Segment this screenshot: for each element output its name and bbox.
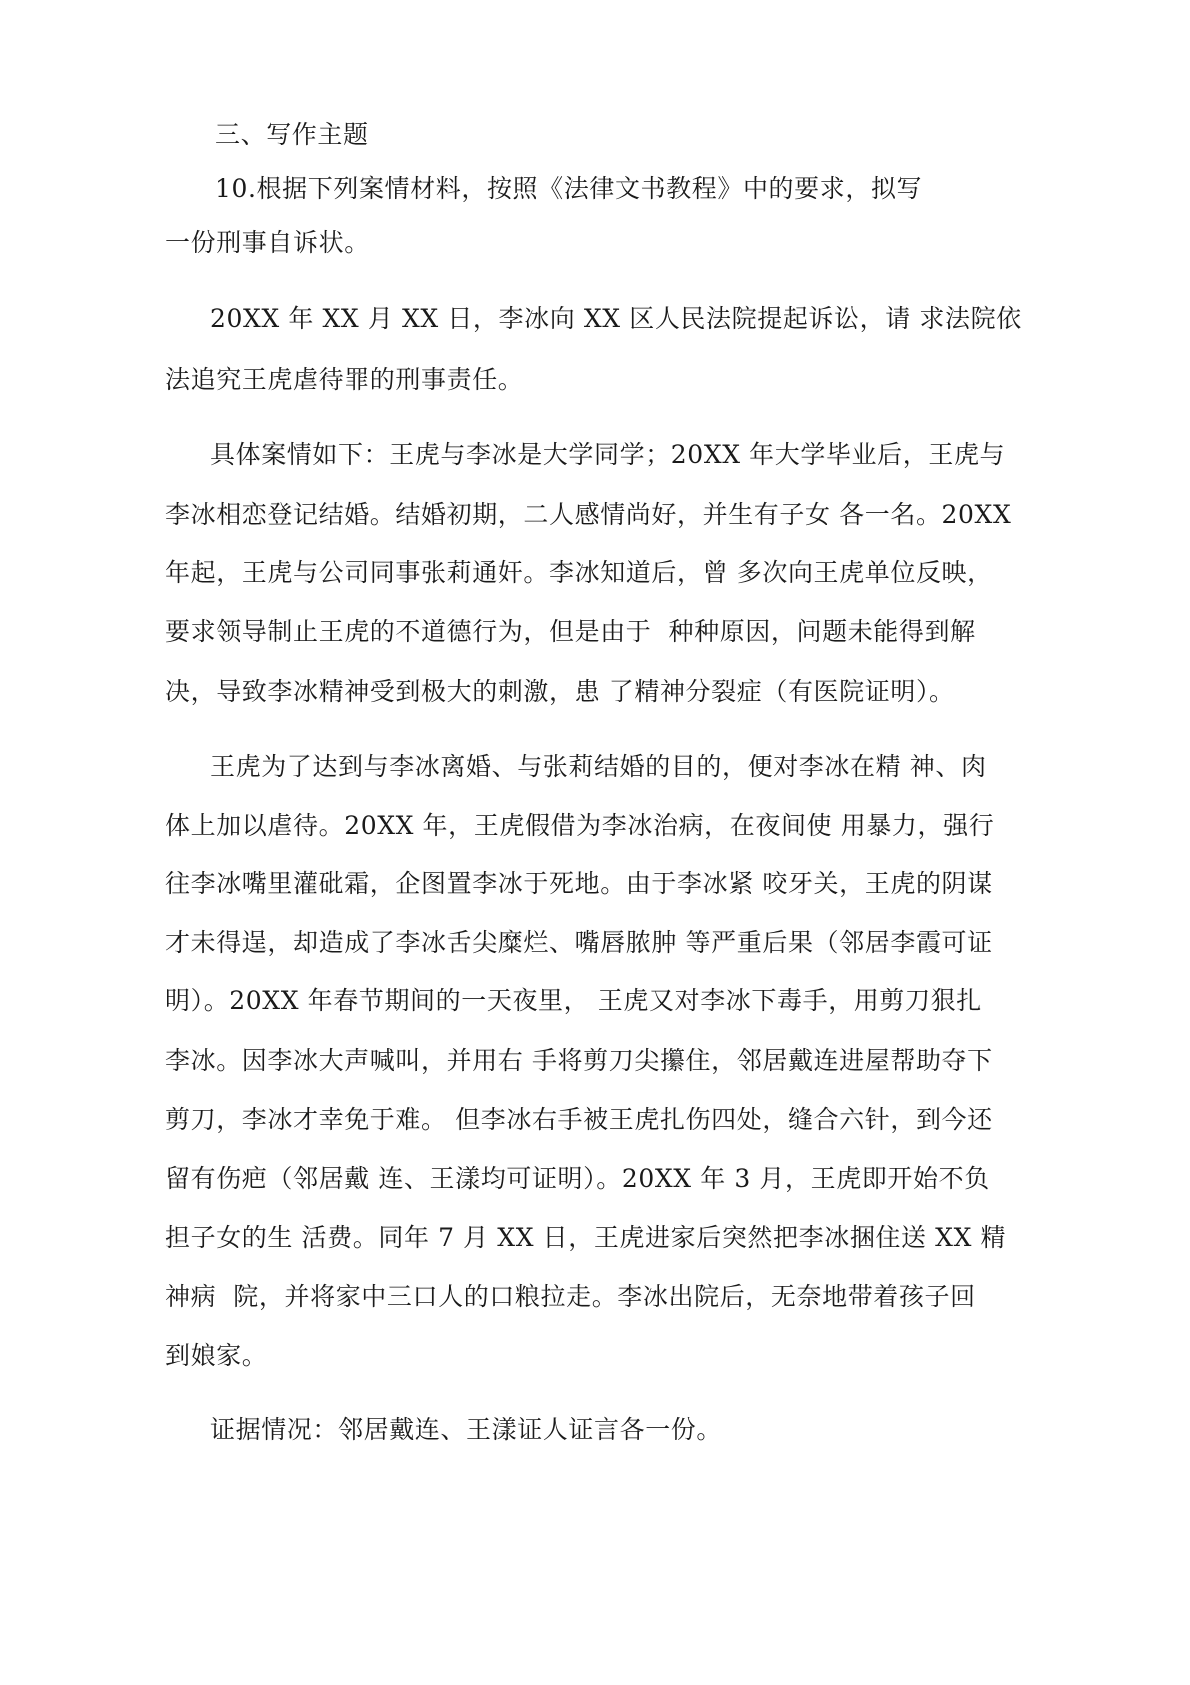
text-line: 10.根据下列案情材料，按照《法律文书教程》中的要求，拟写 (215, 174, 923, 203)
text-line: 王虎为了达到与李冰离婚、与张莉结婚的目的，便对李冰在精 神、肉 (210, 752, 987, 781)
text-line: 明）。20XX 年春节期间的一天夜里， 王虎又对李冰下毒手，用剪刀狠扎 (165, 986, 982, 1015)
text-line: 到娘家。 (165, 1341, 268, 1370)
section-heading: 三、写作主题 (215, 120, 369, 149)
text-line: 年起，王虎与公司同事张莉通奸。李冰知道后，曾 多次向王虎单位反映， (165, 558, 993, 587)
text-line: 才未得逞，却造成了李冰舌尖糜烂、嘴唇脓肿 等严重后果（邻居李霞可证 (165, 928, 993, 957)
text-line: 留有伤疤（邻居戴 连、王漾均可证明）。20XX 年 3 月，王虎即开始不负 (165, 1164, 990, 1193)
text-line: 往李冰嘴里灌砒霜，企图置李冰于死地。由于李冰紧 咬牙关，王虎的阴谋 (165, 869, 993, 898)
text-line: 决，导致李冰精神受到极大的刺激，患 了精神分裂症（有医院证明）。 (165, 677, 955, 706)
text-line: 体上加以虐待。20XX 年，王虎假借为李冰治病，在夜间使 用暴力，强行 (165, 811, 995, 840)
text-line: 剪刀，李冰才幸免于难。 但李冰右手被王虎扎伤四处，缝合六针，到今还 (165, 1105, 993, 1134)
text-line: 法追究王虎虐待罪的刑事责任。 (165, 365, 524, 394)
text-line: 一份刑事自诉状。 (165, 228, 370, 257)
text-line: 李冰。因李冰大声喊叫，并用右 手将剪刀尖攥住，邻居戴连进屋帮助夺下 (165, 1046, 993, 1075)
text-line: 20XX 年 XX 月 XX 日，李冰向 XX 区人民法院提起诉讼，请 求法院依 (210, 304, 1022, 333)
text-line: 要求领导制止王虎的不道德行为，但是由于 种种原因，问题未能得到解 (165, 617, 976, 646)
text-line: 担子女的生 活费。同年 7 月 XX 日，王虎进家后突然把李冰捆住送 XX 精 (165, 1223, 1007, 1252)
text-line: 证据情况：邻居戴连、王漾证人证言各一份。 (210, 1415, 723, 1444)
text-line: 具体案情如下：王虎与李冰是大学同学；20XX 年大学毕业后，王虎与 (210, 440, 1006, 469)
text-line: 神病 院，并将家中三口人的口粮拉走。李冰出院后，无奈地带着孩子回 (165, 1282, 976, 1311)
text-line: 李冰相恋登记结婚。结婚初期，二人感情尚好，并生有子女 各一名。20XX (165, 500, 1012, 529)
